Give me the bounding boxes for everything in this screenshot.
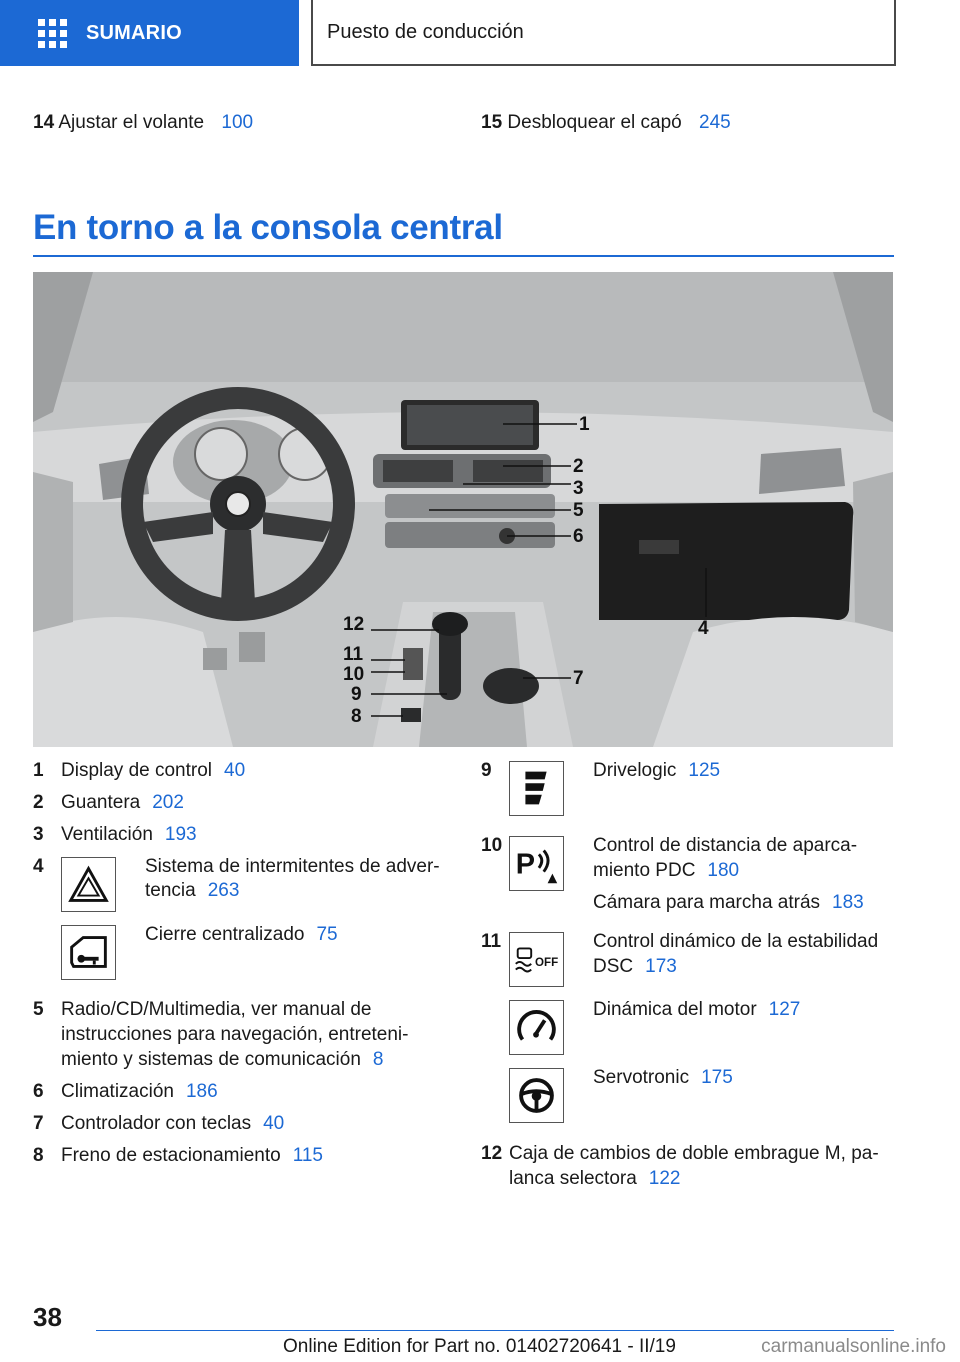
- item-text: Sistema de intermitentes de adver-: [145, 856, 440, 877]
- item-text: miento PDC: [593, 860, 696, 881]
- item-number: 9: [481, 760, 492, 781]
- item-text: Ventilación: [61, 824, 153, 845]
- gauge-icon: [509, 1000, 564, 1055]
- item-number: 6: [33, 1081, 44, 1102]
- page-header: [0, 0, 960, 66]
- chapter-title: [311, 0, 896, 66]
- page-ref-link[interactable]: 175: [701, 1067, 733, 1088]
- item-text: Cámara para marcha atrás: [593, 892, 821, 913]
- item-text: Desbloquear el capó: [507, 112, 682, 133]
- item-text: Ajustar el volante: [58, 112, 205, 133]
- page-number: 38: [33, 1302, 62, 1332]
- grid-icon: [38, 19, 67, 48]
- item-number: 3: [33, 824, 44, 845]
- callout-6: 6: [573, 526, 584, 547]
- item-text: tencia: [145, 880, 196, 901]
- item-number: 8: [33, 1145, 44, 1166]
- item-text: Controlador con teclas: [61, 1113, 252, 1134]
- item-number: 14: [33, 112, 55, 133]
- chapter-title-text: Puesto de conducción: [327, 20, 524, 43]
- page-ref-link[interactable]: 40: [263, 1113, 285, 1134]
- callout-12: 12: [343, 614, 365, 635]
- page-ref-link[interactable]: 40: [224, 760, 246, 781]
- callout-7: 7: [573, 668, 584, 689]
- item-number: 12: [481, 1143, 503, 1164]
- page-ref-link[interactable]: 173: [645, 956, 677, 977]
- item-text: Control de distancia de aparca-: [593, 835, 858, 856]
- page-ref-link[interactable]: 202: [152, 792, 184, 813]
- pdc-icon: [509, 836, 564, 891]
- toc-button[interactable]: [0, 0, 299, 66]
- item-text: DSC: [593, 956, 634, 977]
- item-number: 11: [481, 931, 502, 952]
- item-text: Display de control: [61, 760, 213, 781]
- callout-8: 8: [351, 706, 362, 727]
- item-number: 7: [33, 1113, 44, 1134]
- page-ref-link[interactable]: 193: [164, 824, 197, 845]
- svg-text:P: P: [515, 848, 536, 881]
- page-ref-link[interactable]: 100: [221, 112, 254, 133]
- callout-5: 5: [573, 500, 584, 521]
- page-ref-link[interactable]: 125: [688, 760, 721, 781]
- page-ref-link[interactable]: 8: [372, 1049, 384, 1070]
- callout-10: 10: [343, 664, 365, 685]
- item-text: Control dinámico de la estabilidad: [593, 931, 879, 952]
- callout-2: 2: [573, 456, 584, 477]
- page-ref-link[interactable]: 115: [292, 1145, 323, 1166]
- item-text: miento y sistemas de comunicación: [61, 1049, 361, 1070]
- item-text: Dinámica del motor: [593, 999, 757, 1020]
- item-text: Servotronic: [593, 1067, 690, 1088]
- center-console-illustration: [33, 272, 893, 747]
- callout-3: 3: [573, 478, 584, 499]
- item-text: instrucciones para navegación, entreteni-: [61, 1024, 409, 1045]
- watermark-text: carmanualsonline.info: [761, 1336, 946, 1357]
- dsc-off-label: OFF: [535, 956, 559, 969]
- legend-right-column: [481, 759, 901, 1199]
- item-text: Drivelogic: [593, 760, 677, 781]
- item-number: 15: [481, 112, 503, 133]
- callout-11: 11: [343, 644, 364, 665]
- item-text: Radio/CD/Multimedia, ver manual de: [61, 999, 372, 1020]
- item-text: Guantera: [61, 792, 141, 813]
- item-text: Cierre centralizado: [145, 924, 305, 945]
- drivelogic-icon: [509, 761, 564, 816]
- page-ref-link[interactable]: 127: [768, 999, 801, 1020]
- hazard-triangle-icon: [61, 857, 116, 912]
- list-item-14: [33, 112, 253, 134]
- item-number: 10: [481, 835, 503, 856]
- page-ref-link[interactable]: 75: [316, 924, 338, 945]
- door-key-icon: [61, 925, 116, 980]
- title-divider: [33, 255, 894, 257]
- callout-1: 1: [579, 414, 590, 435]
- page-ref-link[interactable]: 245: [699, 112, 731, 133]
- item-number: 5: [33, 999, 44, 1020]
- item-number: 2: [33, 792, 44, 813]
- callout-4: 4: [698, 618, 709, 639]
- callout-9: 9: [351, 684, 362, 705]
- item-text: Freno de estacionamiento: [61, 1145, 281, 1166]
- edition-text: Online Edition for Part no. 01402720641 - II/19: [283, 1336, 676, 1357]
- item-text: lanca selectora: [509, 1168, 637, 1189]
- page-ref-link[interactable]: 180: [707, 860, 740, 881]
- toc-label: SUMARIO: [86, 21, 182, 44]
- list-item-15: [481, 112, 731, 134]
- footer-divider: [96, 1330, 894, 1331]
- page-ref-link[interactable]: 183: [832, 892, 864, 913]
- item-text: Caja de cambios de doble embrague M, pa-: [509, 1143, 879, 1164]
- item-number: 1: [33, 760, 44, 781]
- dsc-off-icon: [509, 932, 564, 987]
- section-title: En torno a la consola central: [33, 208, 503, 247]
- page-ref-link[interactable]: 263: [207, 880, 240, 901]
- item-text: Climatización: [61, 1081, 174, 1102]
- page-ref-link[interactable]: 186: [185, 1081, 218, 1102]
- item-number: 4: [33, 856, 44, 877]
- legend-left-column: [33, 759, 453, 1179]
- steering-wheel-icon: [509, 1068, 564, 1123]
- page-ref-link[interactable]: 122: [648, 1168, 681, 1189]
